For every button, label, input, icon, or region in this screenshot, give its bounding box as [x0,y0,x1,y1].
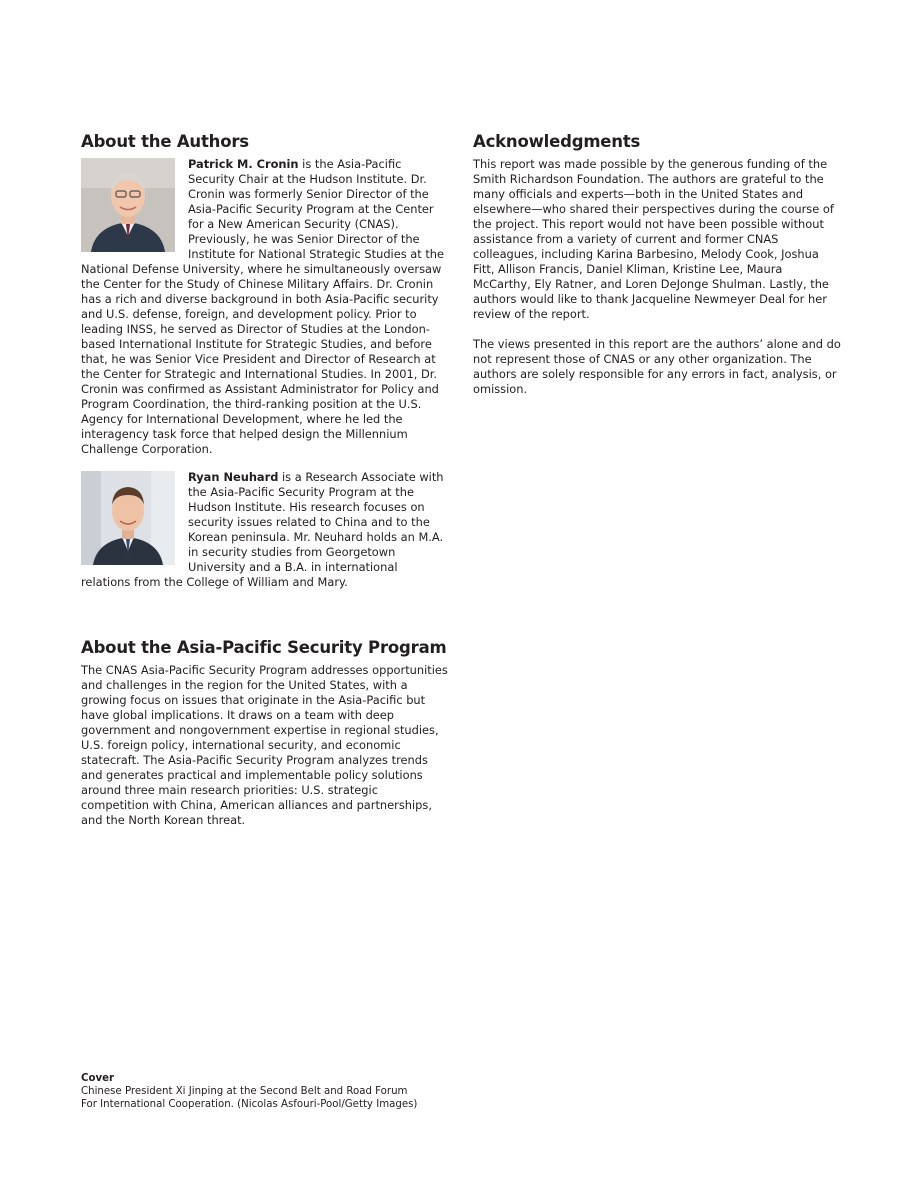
neuhard-bio-text: is a Research Associate with the Asia-Pacific Security Program at the Hudson Institute. His research focuses on security issues related to China and to the Korean peninsula. Mr. Neuhard holds an M.A. in security studies from Georgetown University and a B.A. in international relations from the College of William and Mary. [81,470,444,589]
about-program-heading: About the Asia-Pacific Security Program [81,638,447,657]
about-authors-heading: About the Authors [81,132,249,151]
cronin-bio-text: is the Asia-Pacific Security Chair at the Hudson Institute. Dr. Cronin was formerly Senior Director of the Asia-Pacific Security Program at the Center for a New American Security (CNAS). Previously, he was Senior Director of the Institute for National Strategic Studies at the National Defense University, where he simultaneously oversaw the Center for the Study of Chinese Military Affairs. Dr. Cronin has a rich and diverse background in both Asia-Pacific security and U.S. defense, foreign, and development policy. Prior to leading INSS, he served as Director of Studies at the London-based International Institute for Strategic Studies, and before that, he was Senior Vice President and Director of Research at the Center for Strategic and International Studies. In 2001, Dr. Cronin was confirmed as Assistant Administrator for Policy and Program Coordination, the third-ranking position at the U.S. Agency for International Development, where he led the interagency task force that helped design the Millennium Challenge Corporation. [81,157,445,456]
cover-caption [81,1072,501,1111]
acknowledgments-heading: Acknowledgments [473,132,641,151]
neuhard-bio [81,470,449,590]
acknowledgments-section [473,132,841,397]
neuhard-portrait-icon [81,471,175,565]
cronin-bio [81,157,449,457]
acknowledgments-paragraph: This report was made possible by the generous funding of the Smith Richardson Foundation. The authors are grateful to the many officials and experts—both in the United States and elsewhere—who shared their perspectives during the course of the project. This report would not have been possible without assistance from a variety of current and former CNAS colleagues, including Karina Barbesino, Melody Cook, Joshua Fitt, Allison Francis, Daniel Kliman, Kristine Lee, Maura McCarthy, Ely Ratner, and Loren DeJonge Shulman. Lastly, the authors would like to thank Jacqueline Newmeyer Deal for her review of the report. [473,157,834,321]
neuhard-photo [81,471,175,565]
cover-caption-line: For International Cooperation. (Nicolas Asfouri-Pool/Getty Images) [81,1099,418,1110]
left-column [81,132,449,828]
acknowledgments-paragraph: The views presented in this report are the authors’ alone and do not represent those of CNAS or any other organization. The authors are solely responsible for any errors in fact, analysis, or omission. [473,337,841,396]
cronin-photo [81,158,175,252]
cover-label: Cover [81,1073,115,1084]
neuhard-name: Ryan Neuhard [188,470,279,484]
about-program-section [81,638,449,828]
about-authors-section [81,132,449,590]
about-program-text: The CNAS Asia-Pacific Security Program addresses opportunities and challenges in the region for the United States, with a growing focus on issues that originate in the Asia-Pacific but have global implications. It draws on a team with deep government and nongovernment expertise in regional studies, U.S. foreign policy, international security, and economic statecraft. The Asia-Pacific Security Program analyzes trends and generates practical and implementable policy solutions around three main research priorities: U.S. strategic competition with China, American alliances and partnerships, and the North Korean threat. [81,663,448,827]
cover-caption-line: Chinese President Xi Jinping at the Second Belt and Road Forum [81,1086,408,1097]
right-column [473,132,841,397]
cronin-portrait-icon [81,158,175,252]
cronin-name: Patrick M. Cronin [188,157,299,171]
